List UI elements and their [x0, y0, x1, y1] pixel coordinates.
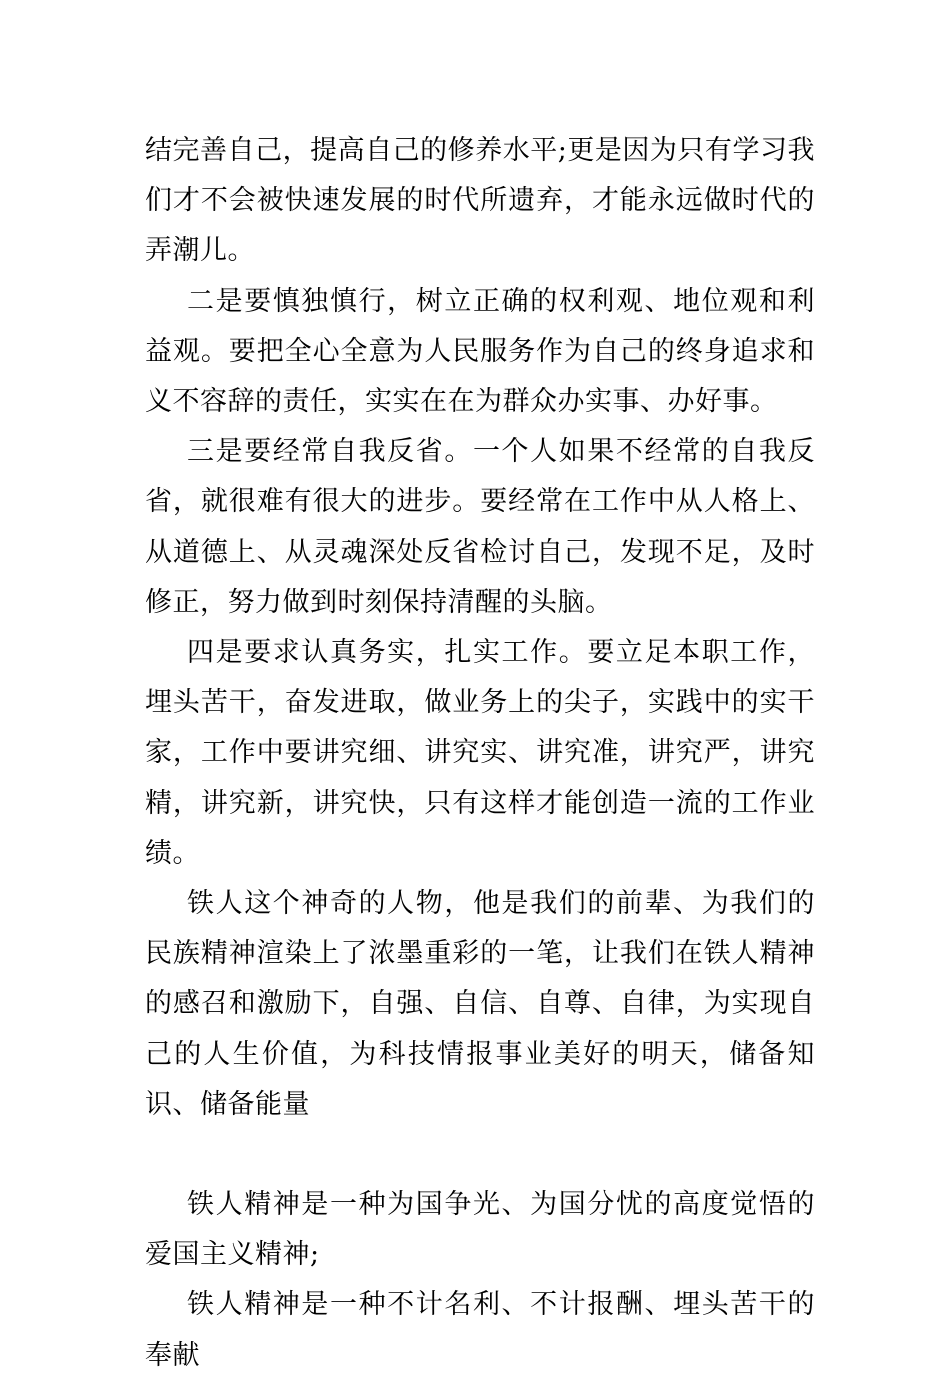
paragraph-6: 铁人精神是一种为国争光、为国分忧的高度觉悟的爱国主义精神; — [145, 1189, 815, 1271]
paragraph-gap — [145, 1130, 815, 1180]
paragraph-5: 铁人这个神奇的人物，他是我们的前辈、为我们的民族精神渲染上了浓墨重彩的一笔，让我们在铁人精神的感召和激励下，自强、自信、自尊、自律，为实现自己的人生价值，为科技情报事业美好的明天，储备知识、储备能量 — [145, 888, 815, 1120]
paragraph-2: 二是要慎独慎行，树立正确的权利观、地位观和利益观。要把全心全意为人民服务作为自己的终身追求和义不容辞的责任，实实在在为群众办实事、办好事。 — [145, 285, 815, 418]
paragraph-7: 铁人精神是一种不计名利、不计报酬、埋头苦干的奉献 — [145, 1289, 815, 1371]
paragraph-4: 四是要求认真务实，扎实工作。要立足本职工作，埋头苦干，奋发进取，做业务上的尖子，实践中的实干家，工作中要讲究细、讲究实、讲究准，讲究严，讲究精，讲究新，讲究快，只有这样才能创造一流的工作业绩。 — [145, 637, 815, 869]
paragraph-1: 结完善自己，提高自己的修养水平;更是因为只有学习我们才不会被快速发展的时代所遗弃，才能永远做时代的弄潮儿。 — [145, 135, 815, 267]
document-body — [145, 126, 815, 1381]
paragraph-3: 三是要经常自我反省。一个人如果不经常的自我反省，就很难有很大的进步。要经常在工作中从人格上、从道德上、从灵魂深处反省检讨自己，发现不足，及时修正，努力做到时刻保持清醒的头脑。 — [145, 436, 815, 618]
